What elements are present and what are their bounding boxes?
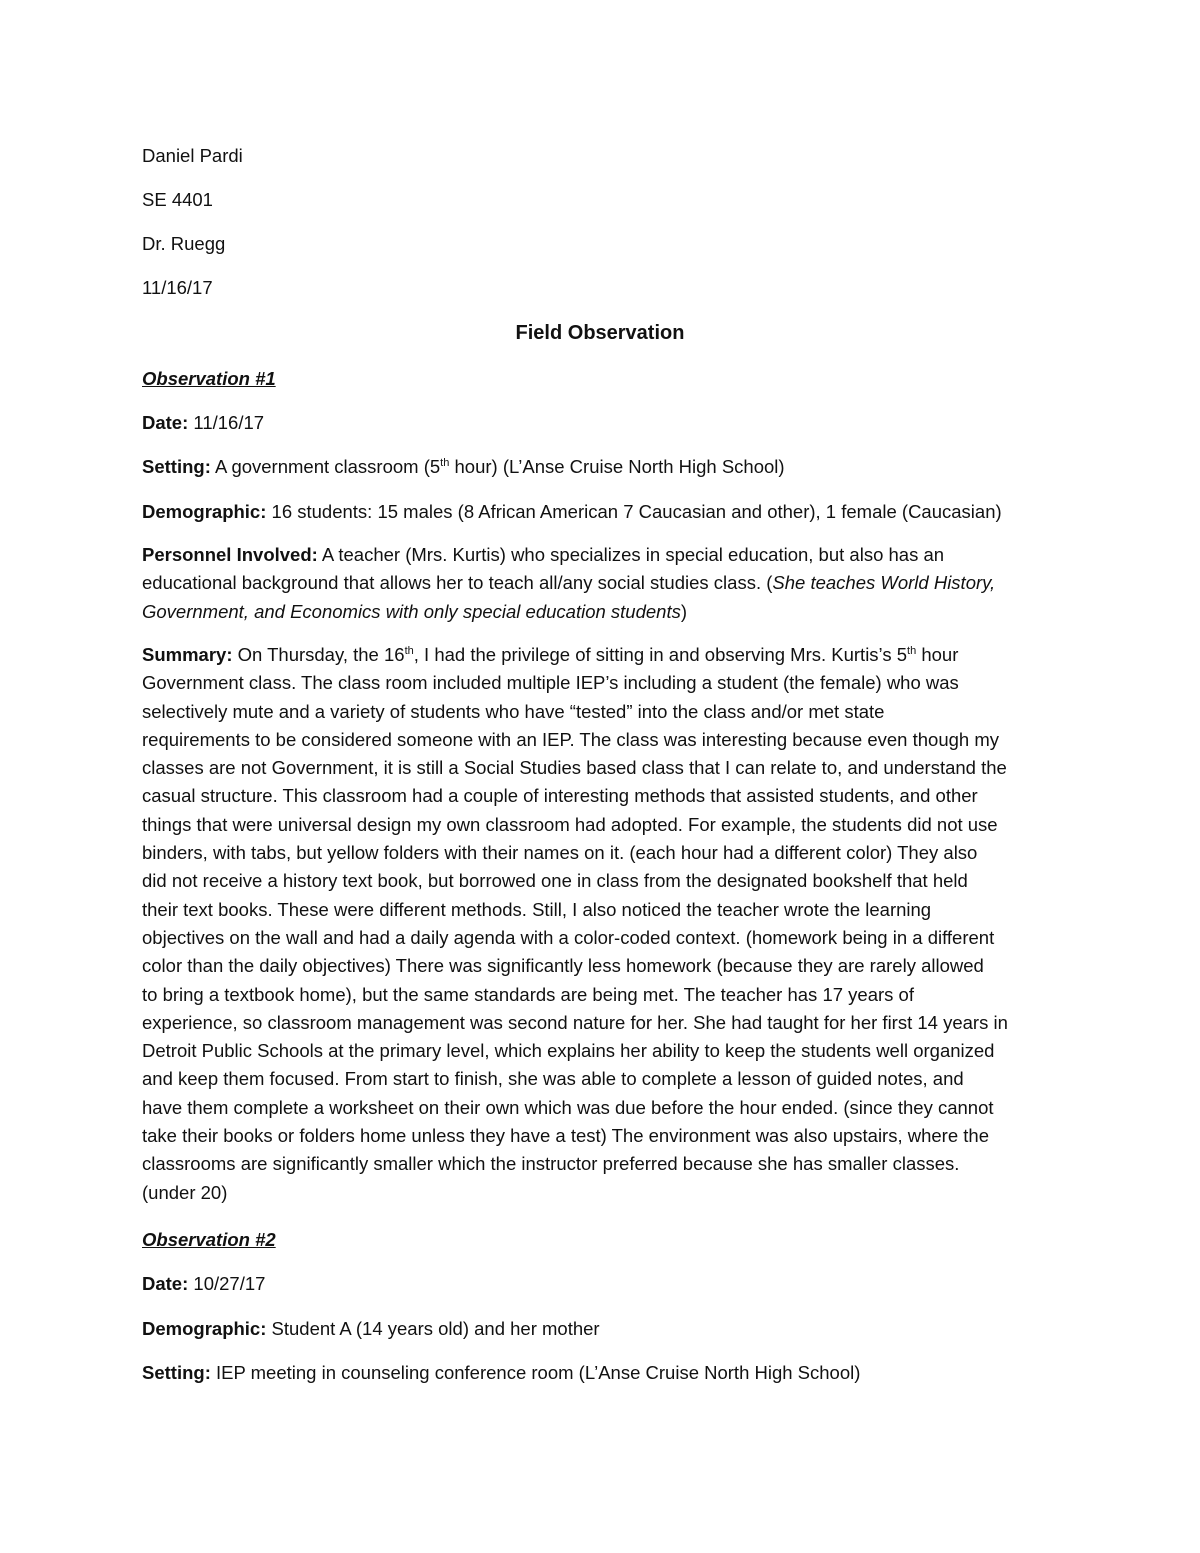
summary-line: experience, so classroom management was second nature for her. She had taught for her first 14 years in	[142, 1011, 1008, 1033]
summary-line: did not receive a history text book, but borrowed one in class from the designated bookshelf that held	[142, 870, 968, 892]
summary-sup-2: th	[907, 644, 917, 657]
date-label: Date:	[142, 1273, 189, 1294]
header-date: 11/16/17	[142, 277, 213, 298]
personnel-label: Personnel Involved:	[142, 544, 318, 565]
observation-1-personnel	[142, 541, 1062, 626]
summary-line: take their books or folders home unless they have a test) The environment was also upstairs, where the	[142, 1125, 989, 1147]
personnel-text-3-italic: Government, and Economics with only special education students	[142, 600, 681, 622]
observation-2-setting	[142, 1359, 1062, 1387]
observation-2-heading: Observation #2	[142, 1229, 276, 1250]
summary-line: and keep them focused. From start to finish, she was able to complete a lesson of guided notes, and	[142, 1068, 964, 1090]
personnel-text-2: educational background that allows her to teach all/any social studies class. (	[142, 572, 773, 594]
demographic-label: Demographic:	[142, 501, 267, 522]
summary-line: to bring a textbook home), but the same standards are being met. The teacher has 17 years of	[142, 983, 914, 1005]
summary-line: things that were universal design my own classroom had adopted. For example, the students did not use	[142, 813, 998, 835]
date-value: 11/16/17	[193, 412, 265, 433]
summary-line: Detroit Public Schools at the primary level, which explains her ability to keep the students well organized	[142, 1040, 995, 1062]
date-value: 10/27/17	[193, 1273, 266, 1294]
observation-1-setting	[142, 453, 1062, 481]
summary-text-c: hour	[916, 644, 959, 665]
summary-line-1	[142, 641, 1062, 669]
personnel-line-1	[142, 541, 1062, 569]
summary-label: Summary:	[142, 644, 233, 665]
setting-text-post: hour) (L’Anse Cruise North High School)	[449, 456, 785, 477]
summary-line: requirements to be considered someone with an IEP. The class was interesting because even though my	[142, 728, 999, 750]
setting-sup: th	[440, 456, 450, 469]
setting-value: IEP meeting in counseling conference room (L’Anse Cruise North High School)	[216, 1362, 861, 1383]
summary-text-a: On Thursday, the 16	[237, 644, 405, 665]
summary-line: selectively mute and a variety of students who have “tested” into the class and/or met state	[142, 700, 885, 722]
author-name: Daniel Pardi	[142, 145, 243, 166]
setting-label: Setting:	[142, 1362, 211, 1383]
observation-1-summary	[142, 641, 1062, 1207]
personnel-line-3	[142, 598, 1062, 626]
personnel-text-3-post: )	[680, 600, 688, 622]
personnel-text-1: A teacher (Mrs. Kurtis) who specializes in special education, but also has an	[321, 544, 945, 565]
summary-line: objectives on the wall and had a daily agenda with a color-coded context. (homework being in a different	[142, 926, 995, 948]
summary-line: casual structure. This classroom had a couple of interesting methods that assisted students, and other	[142, 785, 978, 807]
observation-2-demographic	[142, 1315, 1062, 1343]
setting-label: Setting:	[142, 456, 211, 477]
summary-line: color than the daily objectives) There was significantly less homework (because they are rarely allowed	[142, 955, 984, 977]
observation-1-date	[142, 409, 1062, 437]
summary-line: classes are not Government, it is still a Social Studies based class that I can relate to, and understand the	[142, 757, 1007, 779]
demographic-value: Student A (14 years old) and her mother	[271, 1318, 600, 1339]
personnel-text-2-italic: She teaches World History,	[772, 572, 996, 594]
course-code: SE 4401	[142, 189, 213, 210]
instructor-name: Dr. Ruegg	[142, 233, 226, 254]
summary-sup-1: th	[404, 644, 414, 657]
date-label: Date:	[142, 412, 189, 433]
summary-line: have them complete a worksheet on their own which was due before the hour ended. (since they cannot	[142, 1096, 994, 1118]
demographic-label: Demographic:	[142, 1318, 267, 1339]
observation-1-heading: Observation #1	[142, 368, 276, 389]
summary-line: Government class. The class room included multiple IEP’s including a student (the female) who was	[142, 672, 959, 694]
observation-1-demographic	[142, 498, 1062, 526]
setting-text	[215, 456, 785, 477]
summary-line: binders, with tabs, but yellow folders with their names on it. (each hour had a different color) They also	[142, 842, 978, 864]
setting-text-pre: A government classroom (5	[214, 456, 441, 477]
personnel-line-2	[142, 569, 1062, 597]
summary-line: (under 20)	[142, 1181, 228, 1203]
summary-line: their text books. These were different methods. Still, I also noticed the teacher wrote the learning	[142, 898, 932, 920]
demographic-value: 16 students: 15 males (8 African American 7 Caucasian and other), 1 female (Caucasian)	[271, 501, 1002, 522]
summary-line: classrooms are significantly smaller which the instructor preferred because she has smaller classes.	[142, 1153, 960, 1175]
summary-text-b: , I had the privilege of sitting in and observing Mrs. Kurtis’s 5	[413, 644, 908, 665]
document-title: Field Observation	[515, 322, 685, 344]
observation-2-date	[142, 1270, 1062, 1298]
